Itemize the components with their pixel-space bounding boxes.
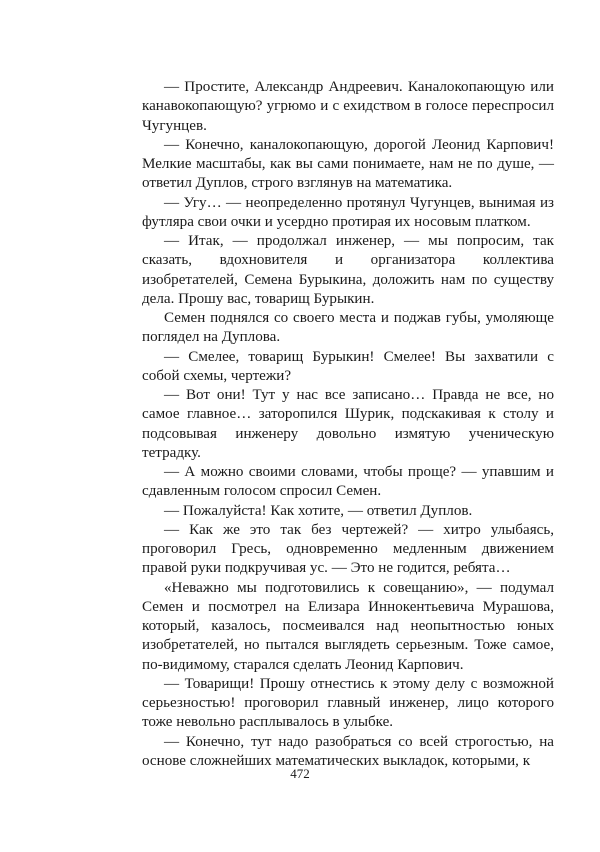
paragraph: — Пожалуйста! Как хотите, — ответил Дуплов. — [164, 502, 473, 519]
paragraph: — Простите, Александр Андреевич. Каналокопающую или канавокопающую? угрюмо и с ехидством в голосе переспросил Чугунцев. — [142, 79, 554, 134]
paragraph: — А можно своими словами, чтобы проще? — упавшим и сдавленным голосом спросил Семен. — [142, 464, 554, 500]
paragraph: — Конечно, каналокопающую, дорогой Леонид Карпович! Мелкие масштабы, как вы сами понимаете, нам не по душе, — ответил Дуплов, строго взглянув на математика. — [142, 136, 554, 192]
paragraph: — Угу… — неопределенно протянул Чугунцев, вынимая из футляра свои очки и усердно протирая их носовым платком. — [142, 194, 554, 230]
paragraph: Семен поднялся со своего места и поджав губы, умоляюще поглядел на Дуплова. — [142, 310, 554, 346]
paragraph: — Вот они! Тут у нас все записано… Правда не все, но самое главное… заторопился Шурик, подскакивая к столу и подсовывая инженеру довольно измятую ученическую тетрадку. — [142, 387, 554, 461]
paragraph: — Конечно, тут надо разобраться со всей строгостью, на основе сложнейших математических выкладок, которыми, к — [142, 733, 554, 769]
paragraph: — Итак, — продолжал инженер, — мы попросим, так сказать, вдохновителя и организатора коллектива изобретателей, Семена Бурыкина, доложить нам по существу дела. Прошу вас, товарищ Бурыкин. — [142, 233, 554, 307]
paragraph: — Смелее, товарищ Бурыкин! Смелее! Вы захватили с собой схемы, чертежи? — [142, 348, 554, 384]
paragraph: — Как же это так без чертежей? — хитро улыбаясь, проговорил Гресь, одновременно медленным движением правой руки подкручивая ус. — Это не годится, ребята… — [142, 521, 554, 577]
body-text — [142, 78, 554, 771]
paragraph: — Товарищи! Прошу отнестись к этому делу с возможной серьезностью! проговорил главный инженер, лицо которого тоже невольно расплывалось в улыбке. — [142, 675, 554, 731]
paragraph: «Неважно мы подготовились к совещанию», — подумал Семен и посмотрел на Елизара Иннокентьевича Мурашова, который, казалось, посмеивался над неопытностью юных изобретателей, но пытался выглядеть серьезным. Тоже самое, по-видимому, старался сделать Леонид Карпович. — [142, 579, 554, 673]
page-number: 472 — [290, 766, 310, 781]
